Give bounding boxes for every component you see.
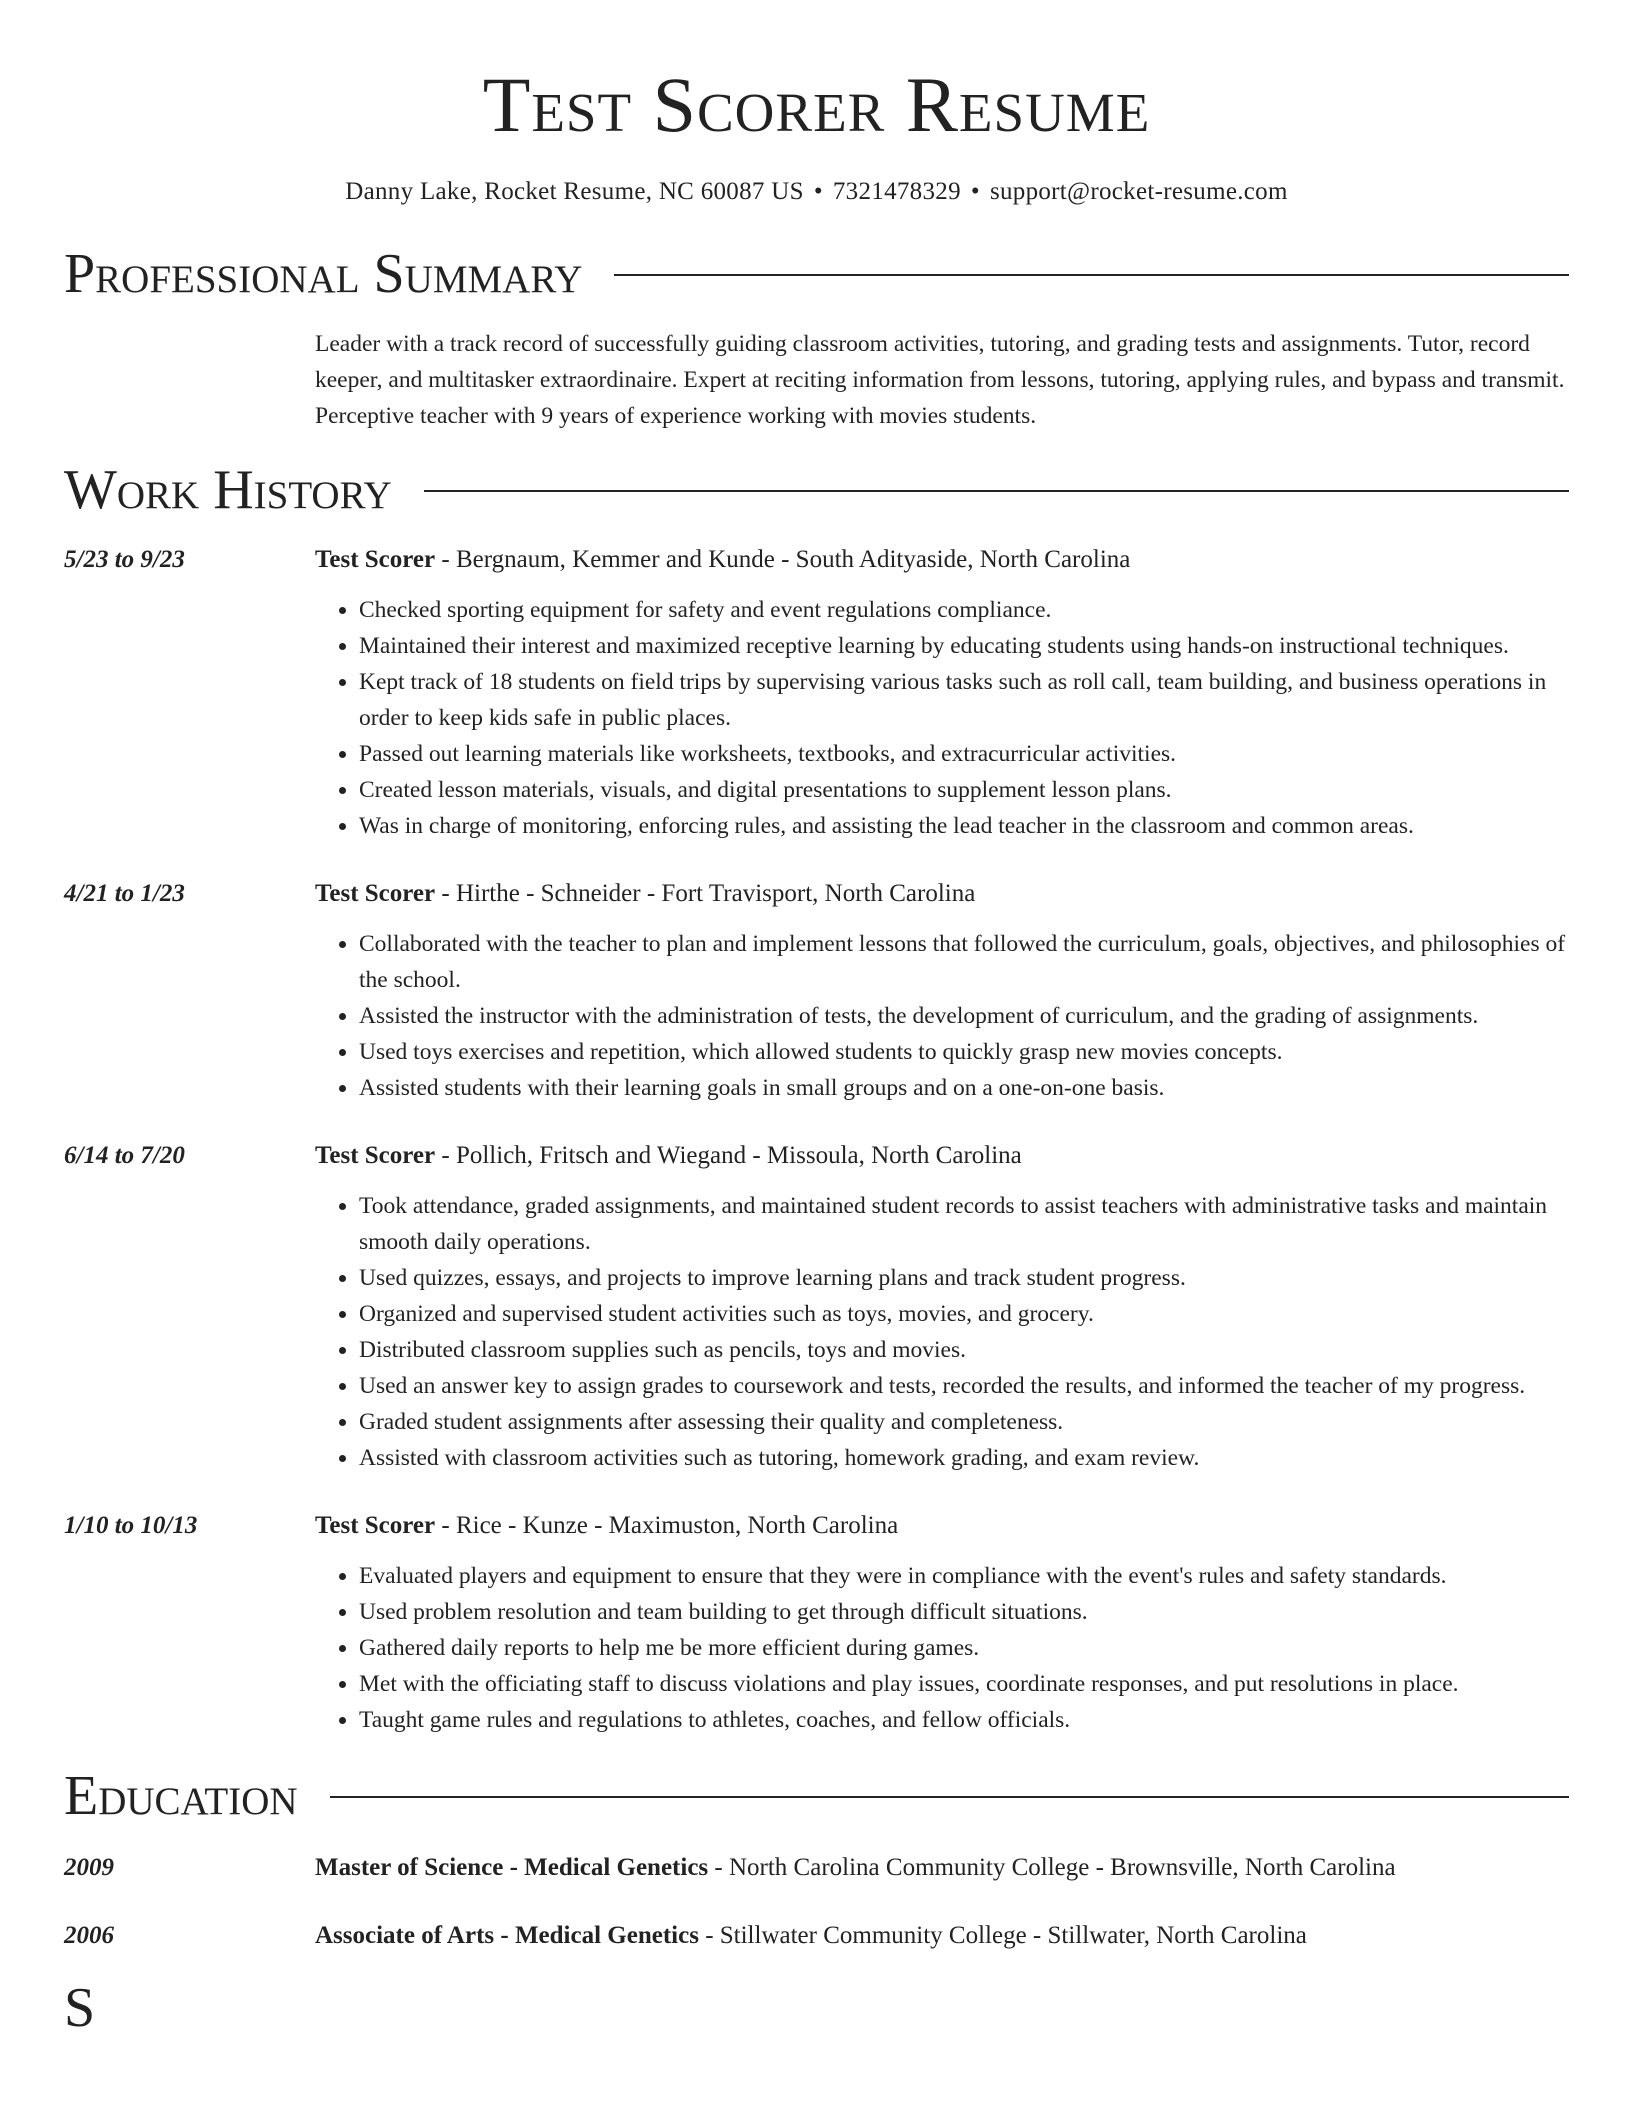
work-entry-body: [315, 1138, 1569, 1476]
job-bullet: • Gathered daily reports to help me be more efficient during games.: [359, 1630, 1569, 1666]
job-bullets: [315, 592, 1569, 844]
education-entry: [64, 1918, 1569, 1954]
job-bullet: • Kept track of 18 students on field trips by supervising various tasks such as roll call, team building, and business operations in order to keep kids safe in public places.: [359, 664, 1569, 736]
contact-address: Danny Lake, Rocket Resume, NC 60087 US: [345, 178, 804, 205]
work-dates: 5/23 to 9/23: [64, 546, 185, 573]
work-entry: [64, 1138, 1569, 1476]
section-divider: [614, 274, 1569, 276]
contact-phone: 7321478329: [832, 178, 961, 205]
education-year: 2006: [64, 1922, 114, 1949]
job-bullet: • Evaluated players and equipment to ensure that they were in compliance with the event's rules and safety standards.: [359, 1558, 1569, 1594]
education-heading: Education: [64, 1765, 298, 1827]
work-history-list: [64, 542, 1569, 1738]
job-bullet: • Met with the officiating staff to discuss violations and play issues, coordinate responses, and put resolutions in place.: [359, 1666, 1569, 1702]
job-employer-location: - Pollich, Fritsch and Wiegand - Missoula, North Carolina: [435, 1142, 1022, 1169]
work-section-header: [64, 458, 1569, 522]
degree: Associate of Arts - Medical Genetics: [315, 1922, 699, 1949]
job-bullet: • Checked sporting equipment for safety and event regulations compliance.: [359, 592, 1569, 628]
work-entry-header: [315, 1138, 1569, 1174]
work-entry-body: [315, 542, 1569, 844]
job-title: Test Scorer: [315, 546, 436, 573]
job-bullet: • Took attendance, graded assignments, and maintained student records to assist teachers with administrative tasks and maintain smooth daily operations.: [359, 1188, 1569, 1260]
resume-page: [64, 0, 1569, 2039]
job-title: Test Scorer: [315, 1512, 436, 1539]
summary-section-header: [64, 242, 1569, 306]
work-entry: [64, 542, 1569, 844]
job-bullet: • Was in charge of monitoring, enforcing rules, and assisting the lead teacher in the classroom and common areas.: [359, 808, 1569, 844]
work-entry-body: [315, 876, 1569, 1106]
job-bullet: • Organized and supervised student activities such as toys, movies, and grocery.: [359, 1296, 1569, 1332]
job-bullet: • Distributed classroom supplies such as pencils, toys and movies.: [359, 1332, 1569, 1368]
job-bullets: [315, 926, 1569, 1106]
job-bullet: • Used quizzes, essays, and projects to improve learning plans and track student progress.: [359, 1260, 1569, 1296]
job-bullet: • Passed out learning materials like worksheets, textbooks, and extracurricular activities.: [359, 736, 1569, 772]
education-year: 2009: [64, 1854, 114, 1881]
job-bullet: • Assisted with classroom activities such as tutoring, homework grading, and exam review.: [359, 1440, 1569, 1476]
work-entry: [64, 876, 1569, 1106]
work-heading: Work History: [64, 459, 392, 521]
contact-separator: •: [970, 178, 980, 205]
section-divider: [330, 1796, 1569, 1798]
job-bullet: • Taught game rules and regulations to athletes, coaches, and fellow officials.: [359, 1702, 1569, 1738]
work-entry-header: [315, 1508, 1569, 1544]
work-dates: 4/21 to 1/23: [64, 880, 185, 907]
professional-summary: Leader with a track record of successfully guiding classroom activities, tutoring, and grading tests and assignments. Tutor, record keeper, and multitasker extraordinaire. Expert at reciting information from lessons, tutoring, applying rules, and bypass and transmit. Perceptive teacher with 9 years of experience working with movies students.: [315, 331, 1565, 429]
work-entry-header: [315, 542, 1569, 578]
job-bullet: • Used an answer key to assign grades to coursework and tests, recorded the results, and informed the teacher of my progress.: [359, 1368, 1569, 1404]
contact-email: support@rocket-resume.com: [989, 178, 1288, 205]
job-bullet: • Created lesson materials, visuals, and digital presentations to supplement lesson plans.: [359, 772, 1569, 808]
education-list: [64, 1850, 1569, 1954]
education-entry: [64, 1850, 1569, 1886]
job-bullets: [315, 1188, 1569, 1476]
job-bullet: • Assisted the instructor with the administration of tests, the development of curriculum, and the grading of assignments.: [359, 998, 1569, 1034]
summary-heading: Professional Summary: [64, 243, 583, 305]
work-dates: 6/14 to 7/20: [64, 1142, 185, 1169]
education-details: [315, 1850, 1569, 1886]
work-entry: [64, 1508, 1569, 1738]
job-title: Test Scorer: [315, 880, 436, 907]
education-details: [315, 1918, 1569, 1954]
contact-line: [64, 176, 1569, 208]
job-bullet: • Maintained their interest and maximized receptive learning by educating students using hands-on instructional techniques.: [359, 628, 1569, 664]
work-dates: 1/10 to 10/13: [64, 1512, 198, 1539]
job-employer-location: - Rice - Kunze - Maximuston, North Carolina: [435, 1512, 899, 1539]
education-section-header: [64, 1764, 1569, 1828]
job-employer-location: - Hirthe - Schneider - Fort Travisport, North Carolina: [435, 880, 976, 907]
school-location: - North Carolina Community College - Brownsville, North Carolina: [708, 1854, 1396, 1881]
section-divider: [424, 490, 1569, 492]
job-bullet: • Graded student assignments after assessing their quality and completeness.: [359, 1404, 1569, 1440]
job-bullet: • Assisted students with their learning goals in small groups and on a one-on-one basis.: [359, 1070, 1569, 1106]
contact-separator: •: [813, 178, 823, 205]
degree: Master of Science - Medical Genetics: [315, 1854, 709, 1881]
job-bullet: • Used toys exercises and repetition, which allowed students to quickly grasp new movies concepts.: [359, 1034, 1569, 1070]
work-entry-body: [315, 1508, 1569, 1738]
job-bullet: • Used problem resolution and team building to get through difficult situations.: [359, 1594, 1569, 1630]
job-bullet: • Collaborated with the teacher to plan and implement lessons that followed the curriculum, goals, objectives, and philosophies of the school.: [359, 926, 1569, 998]
work-entry-header: [315, 876, 1569, 912]
next-section-heading-partial: S: [64, 1977, 96, 2039]
resume-title: Test Scorer Resume: [482, 61, 1151, 148]
job-bullets: [315, 1558, 1569, 1738]
job-title: Test Scorer: [315, 1142, 436, 1169]
job-employer-location: - Bergnaum, Kemmer and Kunde - South Adityaside, North Carolina: [435, 546, 1131, 573]
school-location: - Stillwater Community College - Stillwater, North Carolina: [698, 1922, 1307, 1949]
